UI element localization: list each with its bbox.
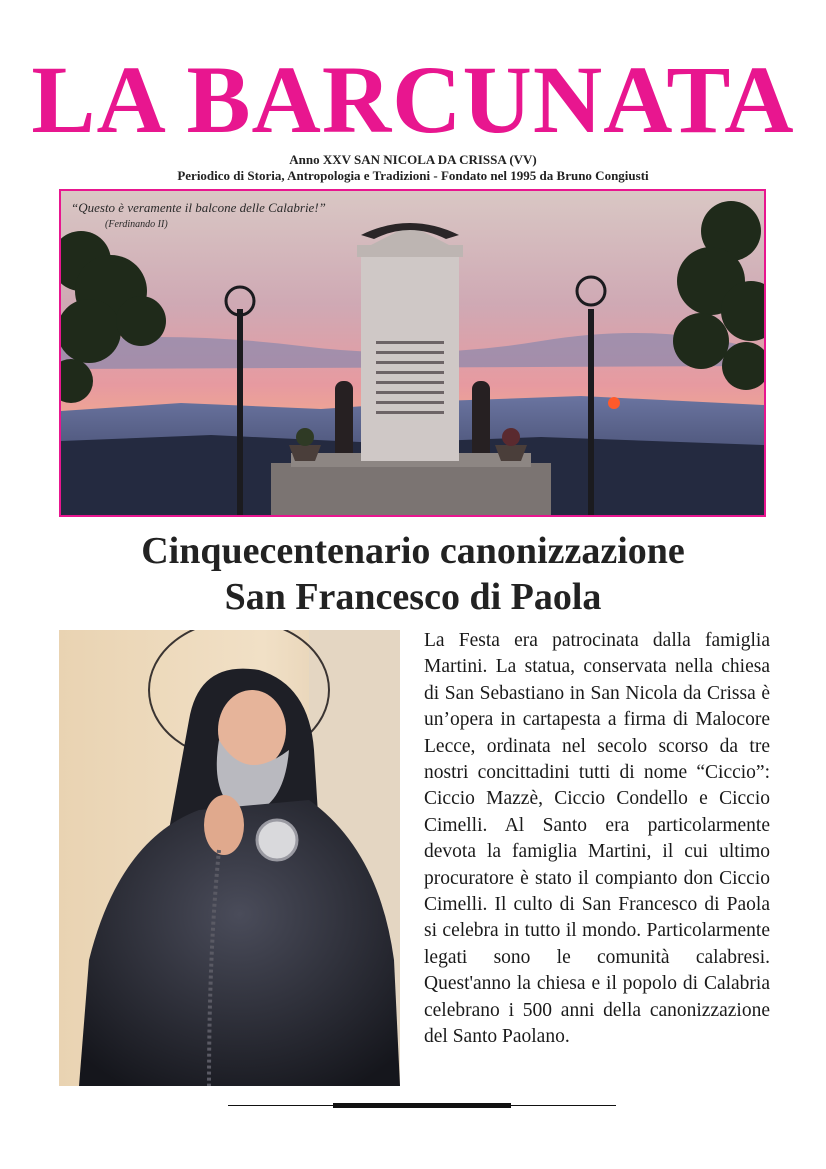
headline-line-2: San Francesco di Paola xyxy=(224,576,602,618)
publication-tagline: Periodico di Storia, Antropologia e Tradizioni - Fondato nel 1995 da Bruno Congiusti xyxy=(177,168,649,183)
saint-statue-photo xyxy=(59,630,400,1086)
article-body: La Festa era patrocinata dalla famiglia Martini. La statua, conservata nella chiesa di San Sebastiano in San Nicola da Crissa è un’opera in cartapesta a firma di Malocore Lecce, ordinata nel secolo scorso da tre nostri concittadini tutti di nome “Ciccio”: Ciccio Mazzè, Ciccio Condello e Ciccio Cimelli. Al Santo era particolarmente devota la famiglia Martini, il cui ultimo procuratore è stato il compianto don Ciccio Cimelli. Il culto di San Francesco di Paola si celebra in tutto il mondo. Particolarmente legati sono le comunità calabresi. Quest'anno la chiesa e il popolo di Calabria celebrano i 500 anni della canonizzazione del Santo Paolano. xyxy=(424,630,770,1048)
headline-line-1: Cinquecentenario canonizzazione xyxy=(141,530,685,572)
cover-photo-illustration xyxy=(61,191,764,515)
masthead-title: LA BARCUNATA xyxy=(31,46,795,153)
saint-statue-illustration xyxy=(59,630,400,1086)
divider-rule-accent xyxy=(333,1103,511,1108)
photo-quote: “Questo è veramente il balcone delle Calabrie!” xyxy=(71,200,326,215)
photo-quote-attribution: (Ferdinando II) xyxy=(105,219,168,230)
cover-photo xyxy=(59,189,766,517)
headline xyxy=(0,528,826,620)
issue-info: Anno XXV SAN NICOLA DA CRISSA (VV) xyxy=(289,152,537,167)
